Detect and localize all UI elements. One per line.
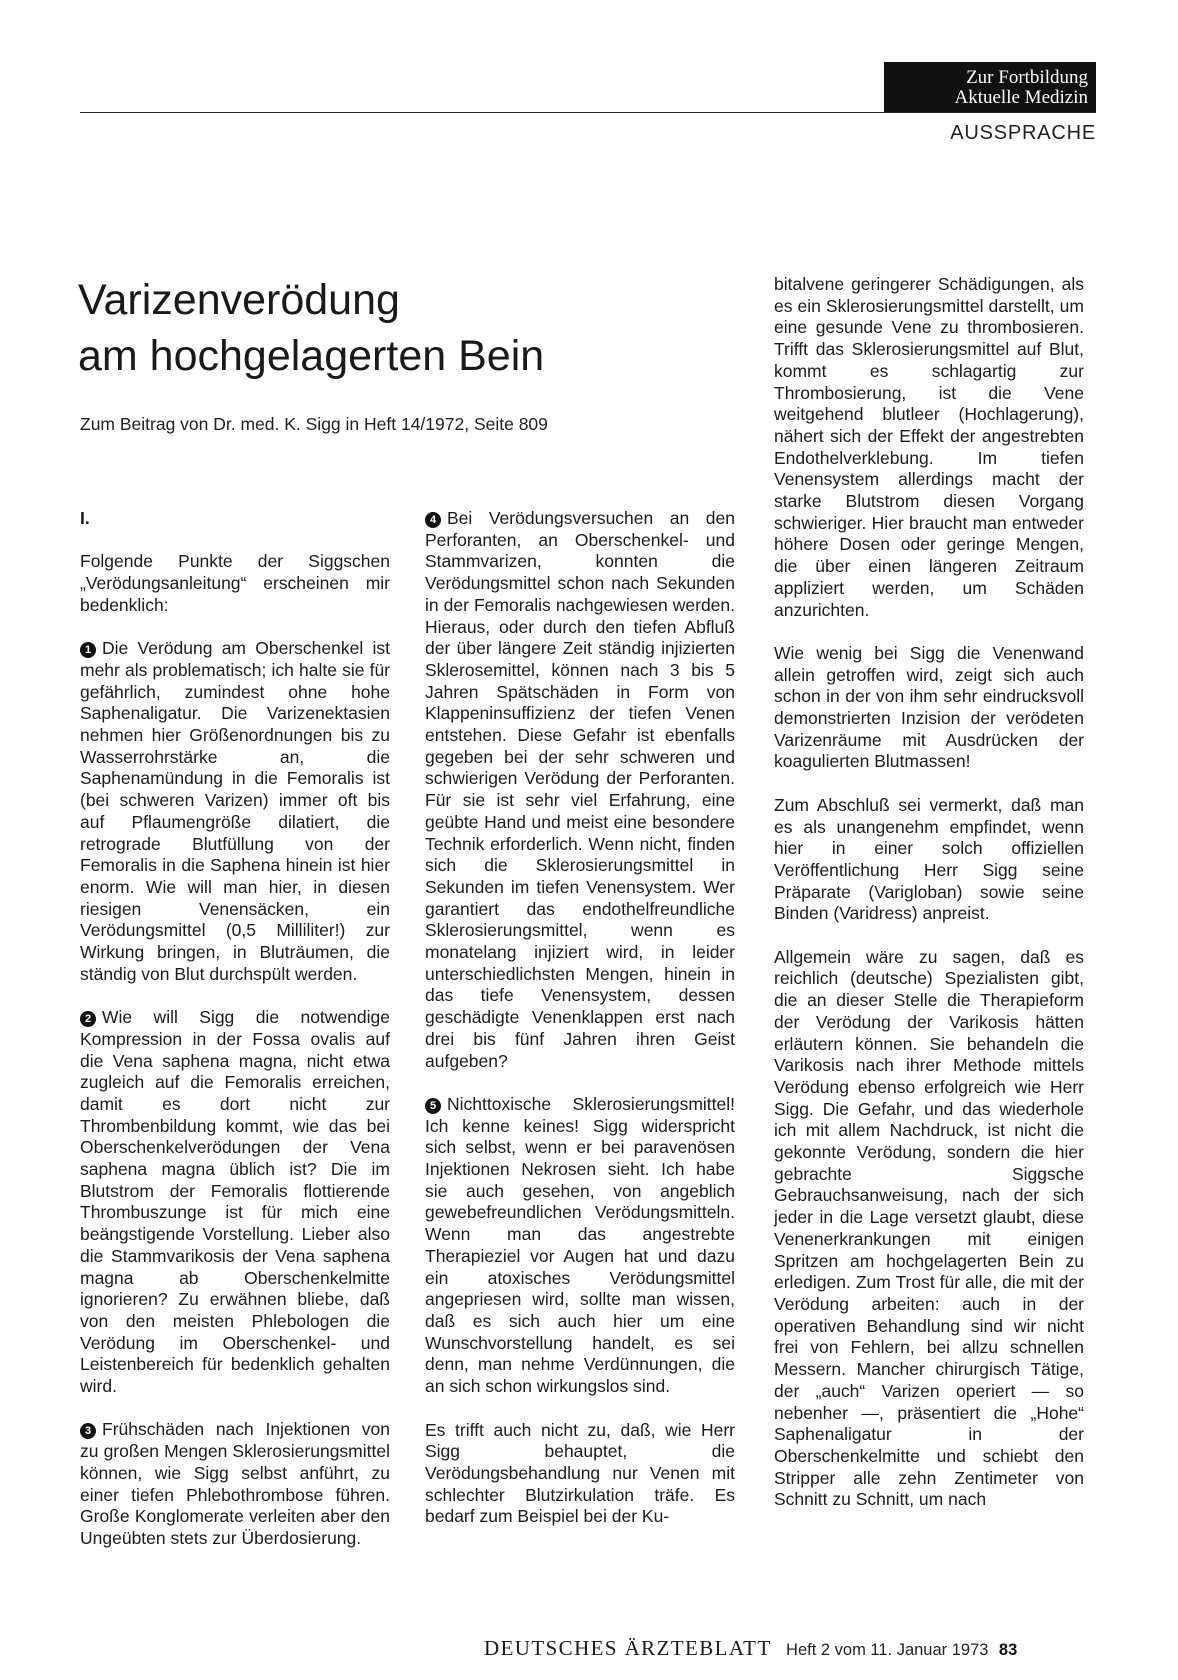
issue-info: Heft 2 vom 11. Januar 1973	[786, 1641, 989, 1659]
paragraph-point-1	[80, 638, 390, 985]
paragraph-col3-1: bitalvene geringerer Schädigungen, als es ein Sklerosierungsmittel darstellt, um eine gesunde Vene zu thrombosieren. Trifft das Sklerosierungsmittel auf Blut, kommt es schlagartig zur Thrombosierung, ist die Vene weitgehend blutleer (Hochlagerung), nähert sich der Effekt der angestrebten Endothelverklebung. Im tiefen Venensystem allerdings macht der starke Blutstrom diesen Vorgang schwieriger. Hier braucht man entweder höhere Dosen oder geringe Mengen, die über einen längeren Zeitraum appliziert werden, um Schäden anzurichten.	[774, 274, 1084, 620]
paragraph-col2-3: Es trifft auch nicht zu, daß, wie Herr Sigg behauptet, die Verödungsbehandlung nur Venen mit schlechter Blutzirkulation träfe. Es bedarf zum Beispiel bei der Ku-	[425, 1419, 735, 1527]
paragraph-point-3	[80, 1419, 390, 1549]
badge-line-fortbildung: Zur Fortbildung	[966, 67, 1088, 88]
page-footer	[484, 1636, 1017, 1661]
section-label: AUSSPRACHE	[950, 122, 1096, 144]
article-title-line-1: Varizenverödung	[78, 276, 400, 324]
paragraph-point-4	[425, 508, 735, 1072]
header-rule	[80, 112, 1096, 113]
text-column-3	[774, 274, 1084, 1533]
paragraph-col3-2: Wie wenig bei Sigg die Venenwand allein getroffen wird, zeigt sich auch schon in der von ihm sehr eindrucksvoll demonstrierten Inzision der verödeten Varizenräume mit Ausdrücken der koagulierten Blutmassen!	[774, 642, 1084, 772]
section-heading: I.	[80, 508, 90, 528]
paragraph-point-5	[425, 1094, 735, 1398]
article-title	[78, 272, 544, 384]
paragraph-col3-3: Zum Abschluß sei vermerkt, daß man es als unangenehm empfindet, wenn hier in einer solch offiziellen Veröffentlichung Herr Sigg seine Präparate (Varigloban) sowie seine Binden (Varidress) anpreist.	[774, 794, 1084, 924]
paragraph-point-2	[80, 1007, 390, 1398]
number-1-icon: 1	[80, 642, 96, 658]
paragraph-intro: Folgende Punkte der Siggschen „Verödungsanleitung“ erscheinen mir bedenklich:	[80, 551, 390, 615]
paragraph-col3-4: Allgemein wäre zu sagen, daß es reichlich (deutsche) Spezialisten gibt, die an dieser Stelle die Therapieform der Verödung der Varikosis hätten erläutern können. Sie behandeln die Varikosis nach ihrer Methode mittels Verödung ebenso erfolgreich wie Herr Sigg. Die Gefahr, und das wiederhole ich mit allem Nachdruck, ist nicht die gekonnte Verödung, sondern die hier gebrachte Siggsche Gebrauchsanweisung, nach der sich jeder in die Lage versetzt glaubt, diese Venenerkrankungen mit einigen Spritzen am hochgelagerten Bein zu erledigen. Zum Trost für alle, die mit der Verödung arbeiten: auch in der operativen Behandlung sind wir nicht frei von Fehlern, bei allzu schnellen Messern. Mancher chirurgisch Tätige, der „auch“ Varizen operiert — so nebenher —, präsentiert die „Hohe“ Saphenaligatur in der Oberschenkelmitte und schiebt den Stripper alle zehn Zentimeter von Schnitt zu Schnitt, um nach	[774, 946, 1084, 1510]
number-5-icon: 5	[425, 1098, 441, 1114]
paragraph-point-2-text: Wie will Sigg die notwendige Kompression in der Fossa ovalis auf die Vena saphena magna, nicht etwa zugleich auf die Femoralis erreichen, damit es dort nicht zur Thrombenbildung kommt, wie das bei Oberschenkelverödungen der Vena saphena magna üblich ist? Die im Blutstrom der Femoralis flottierende Thrombuszunge ist für mich eine beängstigende Vorstellung. Lieber also die Stammvarikosis der Vena saphena magna ab Oberschenkelmitte ignorieren? Zu erwähnen bliebe, daß von den meisten Phlebologen die Verödung im Oberschenkel- und Leistenbereich für bedenklich gehalten wird.	[80, 1007, 390, 1397]
text-column-1	[80, 508, 390, 1571]
journal-name: DEUTSCHES ÄRZTEBLATT	[484, 1636, 772, 1660]
number-3-icon: 3	[80, 1423, 96, 1439]
paragraph-point-3-text: Frühschäden nach Injektionen von zu großen Mengen Sklerosierungsmittel können, wie Sigg selbst anführt, zu einer tiefen Phlebothrombose führen. Große Konglomerate verleiten aber den Ungeübten stets zur Überdosierung.	[80, 1419, 390, 1548]
page-number: 83	[998, 1641, 1018, 1659]
article-subtitle: Zum Beitrag von Dr. med. K. Sigg in Heft 14/1972, Seite 809	[80, 414, 548, 434]
paragraph-point-4-text: Bei Verödungsversuchen an den Perforanten, an Oberschenkel- und Stammvarizen, konnten die Verödungsmittel schon nach Sekunden in der Femoralis nachgewiesen werden. Hieraus, oder durch den tiefen Abfluß der über längere Zeit ständig injizierten Sklerosemittel, können nach 3 bis 5 Jahren Spätschäden in Form von Klappeninsuffizienz der tiefen Venen entstehen. Diese Gefahr ist ebenfalls gegeben bei der sehr schweren und schwierigen Verödung der Perforanten. Für sie ist sehr viel Erfahrung, eine geübte Hand und meist eine besondere Technik erforderlich. Wenn nicht, finden sich die Sklerosierungsmittel in Sekunden im tiefen Venensystem. Wer garantiert das endothelfreundliche Sklerosierungsmittel, wenn es monatelang injiziert wird, in leider unterschiedlichsten Mengen, hinein in das tiefe Venensystem, dessen geschädigte Venenklappen erst nach drei bis fünf Jahren ihren Geist aufgeben?	[425, 508, 735, 1071]
number-2-icon: 2	[80, 1011, 96, 1027]
article-title-line-2: am hochgelagerten Bein	[78, 332, 545, 380]
badge-line-medizin: Aktuelle Medizin	[954, 87, 1088, 108]
paragraph-point-1-text: Die Verödung am Oberschenkel ist mehr als problematisch; ich halte sie für gefährlich, zumindest ohne hohe Saphenaligatur. Die Varizenektasien nehmen hier Größenordnungen bis zu Wasserrohrstärke an, die Saphenamündung in die Femoralis ist (bei schweren Varizen) immer oft bis auf Pflaumengröße dilatiert, die retrograde Blutfüllung von der Femoralis in die Saphena hinein ist hier enorm. Wie will man hier, in diesen riesigen Venensäcken, ein Verödungsmittel (0,5 Milliliter!) zur Wirkung bringen, in Bluträumen, die ständig von Blut durchspült werden.	[80, 638, 390, 984]
number-4-icon: 4	[425, 512, 441, 528]
paragraph-point-5-text: Nichttoxische Sklerosierungsmittel! Ich kenne keines! Sigg widerspricht sich selbst, wenn er bei paravenösen Injektionen Nekrosen sieht. Ich habe sie auch gesehen, von angeblich gewebefreundlichen Verödungsmitteln. Wenn man das angestrebte Therapieziel vor Augen hat und dazu ein atoxisches Verödungsmittel angepriesen wird, sollte man wissen, daß es sich auch hier um eine Wunschvorstellung handelt, es sei denn, man nehme Verdünnungen, die an sich schon wirkungslos sind.	[425, 1093, 735, 1397]
department-badge	[884, 62, 1096, 112]
text-column-2	[425, 508, 735, 1550]
